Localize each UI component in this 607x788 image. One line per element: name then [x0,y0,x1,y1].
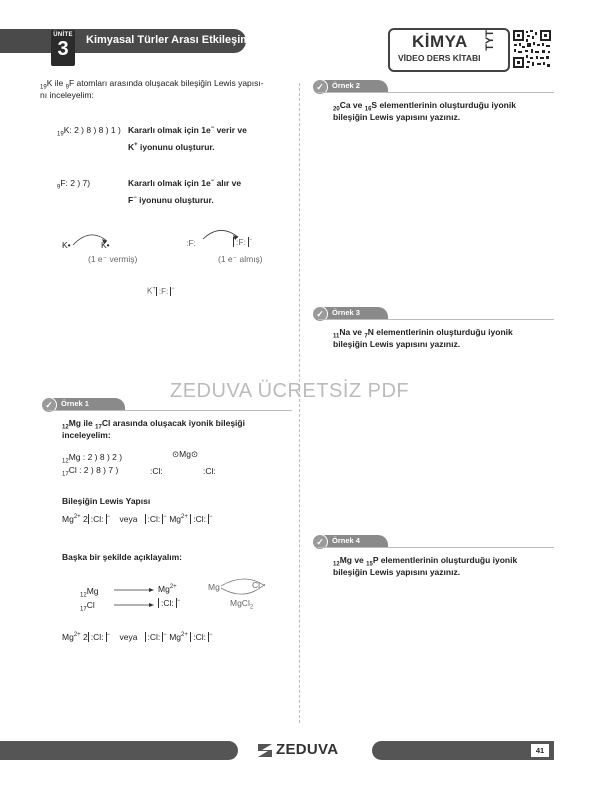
chapter-title: Kimyasal Türler Arası Etkileşimler [86,34,264,46]
example-1-question-line2: inceleyelim: [62,430,111,440]
reaction-arrows [112,585,156,611]
kf-product: K+ :F: − [147,286,175,296]
diag-cl: Cl [252,580,261,590]
alt-heading: Başka bir şekilde açıklayalım: [62,552,183,562]
check-icon: ✓ [312,306,328,322]
brand-title: KİMYA [412,32,468,51]
cl-config: $_{17}$Cl : 2 ) 8 ) 7 ) [62,465,119,478]
unit-number: 3 [57,38,69,60]
f-note: (1 e⁻ almış) [218,254,263,264]
f-atom-left: :F: [186,238,196,248]
brand-subtitle: VİDEO DERS KİTABI [398,53,481,63]
f-subscript: 9 [65,84,69,91]
intro-line1: $_{19}$K ile $_9$F atomları arasında oluşacak bileşiğin Lewis yapısı- [40,78,264,91]
example-2-question-line1: $_{20}$Ca ve $_{16}$S elementlerinin oluşturduğu iyonik [333,100,516,113]
f-text1: Kararlı olmak için 1e− alır ve [128,178,242,188]
column-divider [299,83,301,723]
example-4-question-line2: bileşiğin Lewis yapısını yazınız. [333,567,461,577]
brand-tag: TYT [484,30,496,51]
diag-mg: Mg [208,582,220,592]
diag-formula: MgCl$_2$ [230,598,254,611]
example-2-question-line2: bileşiğin Lewis yapısını yazınız. [333,112,461,122]
k-config: $_{19}$K: 2 ) 8 ) 8 ) 1 ) [57,125,121,138]
example-1-tab: ✓ Örnek 1 [47,398,125,410]
k-text2: K+ iyonunu oluşturur. [128,142,215,152]
k-atom-left: K• [62,240,71,250]
check-icon: ✓ [312,534,328,550]
lewis-heading: Bileşiğin Lewis Yapısı [62,496,151,506]
example-1-question-line1: $_{12}$Mg ile $_{17}$Cl arasında oluşacak iyonik bileşiği [62,418,245,431]
example-4-tab: ✓ Örnek 4 [318,535,388,547]
k-atom-right: K• [101,240,110,250]
watermark: ZEDUVA ÜCRETSİZ PDF [170,380,410,402]
cl-atom-1: :Cl: [150,466,163,476]
example-3-tab: ✓ Örnek 3 [318,307,388,319]
example-3-question-line1: $_{11}$Na ve $_7$N elementlerinin oluşturduğu iyonik [333,327,513,340]
unit-badge [51,30,75,66]
f-config: $_9$F: 2 ) 7) [57,178,91,191]
lewis-structure-1: $Mg^{2+}$ 2 :Cl: − veya :Cl: − $Mg^{2+}$ :Cl: − [62,514,213,524]
example-3-question-line2: bileşiğin Lewis yapısını yazınız. [333,339,461,349]
cl-row-left: $_{17}$Cl [80,600,95,613]
page-number: 41 [531,744,549,757]
footer-brand: ZEDUVA [276,741,339,758]
example-1-rule [47,410,292,411]
qr-code-icon[interactable] [512,29,552,69]
k-note: (1 e⁻ vermiş) [88,254,138,264]
unit-label: ÜNİTE [53,32,73,38]
check-icon: ✓ [41,397,57,413]
mg-config: $_{12}$Mg : 2 ) 8 ) 2 ) [62,452,123,465]
mg-row-left: $_{12}$Mg [80,586,99,599]
example-4-rule [318,547,554,548]
example-3-rule [318,319,554,320]
lewis-structure-2: $Mg^{2+}$ 2 :Cl: − veya :Cl: − $Mg^{2+}$ :Cl: − [62,632,213,642]
intro-line1-text: K ile $_9$F atomları arasında oluşacak bileşiğin Lewis yapısı- [46,78,264,91]
example-2-tab: ✓ Örnek 2 [318,80,388,92]
cl-ion: :Cl: − [158,598,180,608]
example-4-question-line1: $_{12}$Mg ve $_{15}$P elementlerinin oluşturduğu iyonik [333,555,518,568]
f-text2: F− iyonunu oluşturur. [128,195,214,205]
check-icon: ✓ [312,79,328,95]
footer-bar-right [372,741,554,760]
intro-line2: nı inceleyelim: [40,90,94,100]
cl-atom-2: :Cl: [203,466,216,476]
f-atom-right: :F: − [233,237,252,247]
example-2-rule [318,92,554,93]
mg-ion: $Mg^{2+}$ [158,584,177,594]
footer-bar-left [0,741,238,760]
k-text1: Kararlı olmak için 1e− verir ve [128,125,247,135]
zeduva-logo-icon [256,742,274,759]
mg-atom: ⊙Mg⊙ [172,449,199,459]
